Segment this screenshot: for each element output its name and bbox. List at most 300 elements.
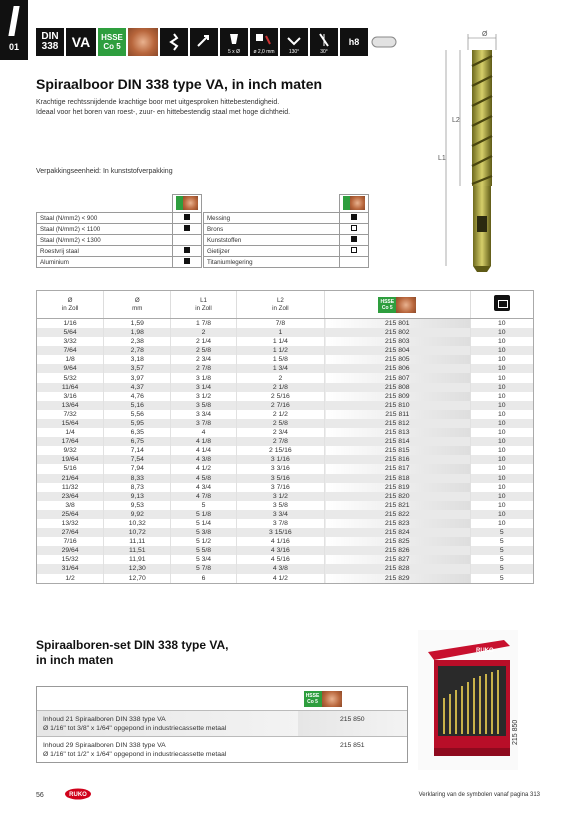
- cell-diameter-inch: 11/64: [37, 383, 104, 392]
- page-title: Spiraalboor DIN 338 type VA, in inch maten: [36, 76, 323, 92]
- point-130-icon: [280, 28, 308, 56]
- table-row: [37, 519, 534, 528]
- cell-l1: 4 3/4: [171, 483, 236, 492]
- l1-dim-label: L1: [438, 155, 446, 162]
- cell-pack-qty: 5: [470, 555, 533, 564]
- cell-diameter-inch: 7/64: [37, 346, 104, 355]
- table-row: [37, 555, 534, 564]
- cell-article-number: 215 824: [325, 528, 470, 537]
- material-suitability: [173, 224, 202, 235]
- material-label: Messing: [204, 213, 340, 224]
- cell-pack-qty: 10: [470, 437, 533, 446]
- ruko-logo: [64, 788, 92, 800]
- suitable-filled-square-icon: [184, 225, 190, 231]
- cell-article-number: 215 825: [325, 537, 470, 546]
- col-l1: L1 in Zoll: [171, 291, 236, 319]
- cell-diameter-inch: 21/64: [37, 474, 104, 483]
- cell-l2: 2 5/8: [236, 419, 324, 428]
- limited-empty-square-icon: [351, 225, 357, 231]
- suitable-filled-square-icon: [184, 247, 190, 253]
- cell-article-number: 215 820: [325, 492, 470, 501]
- cell-l1: 5 1/8: [171, 510, 236, 519]
- cell-article-number: 215 806: [325, 364, 470, 373]
- cell-article-number: 215 826: [325, 546, 470, 555]
- cell-article-number: 215 816: [325, 455, 470, 464]
- tool-change-icon: [190, 28, 218, 56]
- material-suitability: [340, 224, 369, 235]
- cell-article-number: 215 802: [325, 328, 470, 337]
- helix-30-icon: [310, 28, 338, 56]
- cell-pack-qty: 10: [470, 328, 533, 337]
- din-number: 338: [41, 41, 59, 52]
- cell-diameter-mm: 6,75: [104, 437, 171, 446]
- material-label: Roestvrij staal: [37, 246, 173, 257]
- cell-article-number: 215 803: [325, 337, 470, 346]
- set-table: [36, 686, 408, 763]
- cell-l1: 2 1/4: [171, 337, 236, 346]
- cell-l2: 2 15/16: [236, 446, 324, 455]
- cell-l2: 1 1/4: [236, 337, 324, 346]
- five-d-label: 5 x Ø: [228, 49, 240, 55]
- table-header-row: [37, 291, 534, 319]
- cell-diameter-mm: 10,72: [104, 528, 171, 537]
- cell-l1: 3 3/4: [171, 410, 236, 419]
- material-label: Kunststoffen: [204, 235, 340, 246]
- case-brand-label: RUKO: [476, 648, 494, 654]
- cell-diameter-inch: 23/64: [37, 492, 104, 501]
- cell-diameter-mm: 9,92: [104, 510, 171, 519]
- cell-l1: 5 5/8: [171, 546, 236, 555]
- table-row: [37, 346, 534, 355]
- table-row: [37, 501, 534, 510]
- cell-article-number: 215 809: [325, 392, 470, 401]
- va-badge: VA: [66, 28, 96, 56]
- cell-l2: 3 15/16: [236, 528, 324, 537]
- cell-pack-qty: 10: [470, 464, 533, 473]
- diameter-label: ø 2,0 mm: [253, 49, 275, 55]
- symbols-reference: Verklaring van de symbolen vanaf pagina 313: [418, 792, 540, 798]
- cell-l1: 4 1/8: [171, 437, 236, 446]
- cell-diameter-mm: 11,11: [104, 537, 171, 546]
- hsse-copper-icon: [343, 196, 365, 210]
- material-row: [204, 224, 369, 235]
- col-article: [325, 291, 470, 319]
- intro-line-2: Ideaal voor het boren van roest-, zuur- en hittebestendig staal met hoge dichtheid.: [36, 109, 291, 116]
- header-hsse: [173, 195, 202, 213]
- table-row: [37, 392, 534, 401]
- cell-pack-qty: 10: [470, 392, 533, 401]
- materials-table-right: [203, 194, 369, 268]
- cell-diameter-mm: 2,38: [104, 337, 171, 346]
- table-row: [37, 574, 534, 584]
- cell-pack-qty: 10: [470, 401, 533, 410]
- cell-diameter-inch: 5/16: [37, 464, 104, 473]
- cell-diameter-mm: 8,73: [104, 483, 171, 492]
- cell-pack-qty: 10: [470, 346, 533, 355]
- set-title: [36, 638, 229, 668]
- cobalt-diameter-icon: [250, 28, 278, 56]
- cell-diameter-inch: 13/32: [37, 519, 104, 528]
- cell-pack-qty: 10: [470, 364, 533, 373]
- table-row: [37, 428, 534, 437]
- drill-set-case-image: [418, 630, 518, 770]
- cell-l2: 4 3/16: [236, 546, 324, 555]
- cell-diameter-mm: 5,56: [104, 410, 171, 419]
- cell-l1: 4: [171, 428, 236, 437]
- cell-l2: 4 5/16: [236, 555, 324, 564]
- intro-text: [36, 98, 366, 118]
- cell-diameter-inch: 1/16: [37, 319, 104, 329]
- material-label: Gietijzer: [204, 246, 340, 257]
- cell-article-number: 215 821: [325, 501, 470, 510]
- material-row: [204, 246, 369, 257]
- cell-l1: 5 7/8: [171, 564, 236, 573]
- co5-label: Co 5: [103, 42, 121, 51]
- cell-diameter-mm: 5,16: [104, 401, 171, 410]
- cell-article-number: 215 804: [325, 346, 470, 355]
- cell-article-number: 215 807: [325, 373, 470, 382]
- cell-l1: 5: [171, 501, 236, 510]
- material-label: Staal (N/mm2) < 1100: [37, 224, 173, 235]
- cell-l1: 2 7/8: [171, 364, 236, 373]
- material-suitability: [340, 235, 369, 246]
- table-row: [37, 355, 534, 364]
- diameter-dim-label: Ø: [482, 31, 488, 38]
- table-row: [37, 537, 534, 546]
- cell-article-number: 215 813: [325, 428, 470, 437]
- cell-l2: 2 1/8: [236, 383, 324, 392]
- cell-diameter-mm: 3,57: [104, 364, 171, 373]
- cell-diameter-mm: 4,76: [104, 392, 171, 401]
- set-article-number: 215 851: [298, 737, 408, 763]
- header-blank: [37, 195, 173, 213]
- material-suitability: [173, 213, 202, 224]
- table-row: [37, 510, 534, 519]
- table-row: [37, 337, 534, 346]
- table-row: [37, 401, 534, 410]
- material-suitability: [340, 213, 369, 224]
- cell-pack-qty: 10: [470, 383, 533, 392]
- cell-diameter-mm: 2,78: [104, 346, 171, 355]
- cell-article-number: 215 815: [325, 446, 470, 455]
- cell-l2: 2 7/8: [236, 437, 324, 446]
- cell-diameter-inch: 13/64: [37, 401, 104, 410]
- cell-diameter-mm: 1,59: [104, 319, 171, 329]
- hsse-badge: [98, 28, 126, 56]
- cell-l2: 1: [236, 328, 324, 337]
- cell-pack-qty: 10: [470, 474, 533, 483]
- cell-l2: 3 3/16: [236, 464, 324, 473]
- drill-dimension-drawing: [432, 26, 512, 276]
- cell-article-number: 215 819: [325, 483, 470, 492]
- cell-diameter-mm: 7,94: [104, 464, 171, 473]
- table-row: [37, 319, 534, 329]
- material-row: [204, 235, 369, 246]
- material-label: Staal (N/mm2) < 900: [37, 213, 173, 224]
- cell-pack-qty: 5: [470, 528, 533, 537]
- cell-diameter-mm: 1,98: [104, 328, 171, 337]
- col-diameter-mm: Ø mm: [104, 291, 171, 319]
- cell-article-number: 215 828: [325, 564, 470, 573]
- cell-diameter-inch: 9/64: [37, 364, 104, 373]
- material-row: [204, 213, 369, 224]
- cell-pack-qty: 10: [470, 483, 533, 492]
- table-row: [37, 474, 534, 483]
- cell-pack-qty: 10: [470, 419, 533, 428]
- cell-l1: 3 1/8: [171, 373, 236, 382]
- material-label: Staal (N/mm2) < 1300: [37, 235, 173, 246]
- cell-diameter-inch: 11/32: [37, 483, 104, 492]
- cell-l2: 4 1/16: [236, 537, 324, 546]
- cell-l1: 6: [171, 574, 236, 584]
- material-row: [37, 235, 202, 246]
- table-row: [37, 483, 534, 492]
- cell-l1: 5 3/4: [171, 555, 236, 564]
- svg-text:RUKO: RUKO: [69, 792, 87, 799]
- set-description: Inhoud 29 Spiraalboren DIN 338 type VA Ø 1/16" tot 1/2" x 1/64" opgepond in industriecassette metaal: [37, 737, 298, 763]
- symbol-bar: [36, 28, 400, 56]
- cell-pack-qty: 5: [470, 564, 533, 573]
- hsse-copper-icon: HSSE Co 5: [304, 691, 342, 707]
- table-row: [37, 328, 534, 337]
- cell-l2: 3 7/8: [236, 519, 324, 528]
- col-l2: L2 in Zoll: [236, 291, 324, 319]
- chapter-number: 01: [8, 42, 19, 52]
- cell-diameter-mm: 12,70: [104, 574, 171, 584]
- cell-pack-qty: 10: [470, 319, 533, 329]
- cell-l2: 1 5/8: [236, 355, 324, 364]
- header-blank: [204, 195, 340, 213]
- cell-diameter-mm: 6,35: [104, 428, 171, 437]
- five-d-icon: [220, 28, 248, 56]
- cell-l2: 3 1/2: [236, 492, 324, 501]
- set-row: [37, 737, 408, 763]
- cell-l1: 4 7/8: [171, 492, 236, 501]
- cell-l1: 4 5/8: [171, 474, 236, 483]
- cell-pack-qty: 10: [470, 501, 533, 510]
- col-pack: [470, 291, 533, 319]
- material-row: [37, 246, 202, 257]
- angle-130-label: 130°: [288, 49, 300, 55]
- table-row: [37, 455, 534, 464]
- suitable-filled-square-icon: [184, 258, 190, 264]
- table-row: [37, 546, 534, 555]
- cell-diameter-inch: 1/8: [37, 355, 104, 364]
- drill-icon: [8, 6, 19, 36]
- set-header-row: [37, 687, 408, 711]
- material-row: [204, 257, 369, 268]
- cell-article-number: 215 818: [325, 474, 470, 483]
- cell-diameter-inch: 3/8: [37, 501, 104, 510]
- cell-l1: 5 1/4: [171, 519, 236, 528]
- cell-l1: 5 1/2: [171, 537, 236, 546]
- cell-diameter-inch: 17/64: [37, 437, 104, 446]
- cell-pack-qty: 10: [470, 446, 533, 455]
- cell-diameter-mm: 9,13: [104, 492, 171, 501]
- hsse-copper-icon: [176, 196, 198, 210]
- cell-diameter-mm: 3,18: [104, 355, 171, 364]
- cell-diameter-mm: 5,95: [104, 419, 171, 428]
- cell-article-number: 215 829: [325, 574, 470, 584]
- material-label: Brons: [204, 224, 340, 235]
- suitable-filled-square-icon: [351, 214, 357, 220]
- cell-diameter-inch: 31/64: [37, 564, 104, 573]
- table-row: [37, 364, 534, 373]
- cell-l2: 3 3/4: [236, 510, 324, 519]
- table-row: [37, 373, 534, 382]
- cell-diameter-inch: 7/32: [37, 410, 104, 419]
- cell-article-number: 215 812: [325, 419, 470, 428]
- set-article-number: 215 850: [298, 711, 408, 737]
- cell-diameter-mm: 3,97: [104, 373, 171, 382]
- chapter-tab: [0, 0, 28, 60]
- cell-diameter-mm: 11,51: [104, 546, 171, 555]
- cell-l1: 3 1/2: [171, 392, 236, 401]
- cell-pack-qty: 5: [470, 537, 533, 546]
- cell-l1: 3 7/8: [171, 419, 236, 428]
- material-suitability: [173, 246, 202, 257]
- din-label: DIN: [41, 31, 59, 42]
- cell-article-number: 215 823: [325, 519, 470, 528]
- table-row: [37, 464, 534, 473]
- cell-l2: 3 1/16: [236, 455, 324, 464]
- cell-l2: 1 1/2: [236, 346, 324, 355]
- cell-l1: 2 5/8: [171, 346, 236, 355]
- cell-l2: 3 5/16: [236, 474, 324, 483]
- cell-diameter-inch: 29/64: [37, 546, 104, 555]
- cell-l1: 3 1/4: [171, 383, 236, 392]
- cell-diameter-inch: 19/64: [37, 455, 104, 464]
- cell-diameter-inch: 25/64: [37, 510, 104, 519]
- header-hsse: [340, 195, 369, 213]
- material-row: [37, 257, 202, 268]
- material-label: Aluminium: [37, 257, 173, 268]
- cell-diameter-inch: 15/64: [37, 419, 104, 428]
- cell-pack-qty: 10: [470, 337, 533, 346]
- cell-l1: 4 1/2: [171, 464, 236, 473]
- set-description: Inhoud 21 Spiraalboren DIN 338 type VA Ø 1/16" tot 3/8" x 1/64" opgepond in industriecassette metaal: [37, 711, 298, 737]
- suitable-filled-square-icon: [184, 214, 190, 220]
- cell-pack-qty: 10: [470, 428, 533, 437]
- hsse-label: HSSE: [101, 33, 123, 42]
- cell-diameter-mm: 12,30: [104, 564, 171, 573]
- cell-diameter-inch: 3/16: [37, 392, 104, 401]
- col-diameter-inch: Ø in Zoll: [37, 291, 104, 319]
- cell-pack-qty: 10: [470, 519, 533, 528]
- set-title-line-1: Spiraalboren-set DIN 338 type VA,: [36, 638, 229, 652]
- set-row: [37, 711, 408, 737]
- material-suitability: [173, 235, 202, 246]
- cell-article-number: 215 805: [325, 355, 470, 364]
- cell-article-number: 215 822: [325, 510, 470, 519]
- material-suitability: [173, 257, 202, 268]
- cell-pack-qty: 10: [470, 492, 533, 501]
- cell-l2: 3 7/16: [236, 483, 324, 492]
- din-badge: [36, 28, 64, 56]
- cell-l1: 4 3/8: [171, 455, 236, 464]
- cell-diameter-inch: 7/16: [37, 537, 104, 546]
- table-row: [37, 564, 534, 573]
- cell-diameter-mm: 7,14: [104, 446, 171, 455]
- cell-l2: 4 1/2: [236, 574, 324, 584]
- cell-diameter-inch: 1/2: [37, 574, 104, 584]
- cell-diameter-mm: 8,33: [104, 474, 171, 483]
- limited-empty-square-icon: [351, 247, 357, 253]
- cylindrical-shank-icon: [370, 28, 400, 56]
- cell-diameter-inch: 3/32: [37, 337, 104, 346]
- cell-pack-qty: 10: [470, 373, 533, 382]
- cell-pack-qty: 10: [470, 410, 533, 419]
- table-row: [37, 437, 534, 446]
- table-row: [37, 410, 534, 419]
- cell-diameter-mm: 7,54: [104, 455, 171, 464]
- packaging-note: Verpakkingseenheid: In kunststofverpakking: [36, 168, 173, 175]
- table-row: [37, 492, 534, 501]
- cell-diameter-mm: 9,53: [104, 501, 171, 510]
- l2-dim-label: L2: [452, 117, 460, 124]
- set-header-hsse: [298, 687, 408, 711]
- material-suitability: [340, 257, 369, 268]
- cell-pack-qty: 10: [470, 510, 533, 519]
- cell-l2: 4 3/8: [236, 564, 324, 573]
- cell-article-number: 215 801: [325, 319, 470, 329]
- cell-l2: 2 3/4: [236, 428, 324, 437]
- cell-l2: 7/8: [236, 319, 324, 329]
- materials-table-left: [36, 194, 202, 268]
- material-row: [37, 224, 202, 235]
- cell-l2: 2 7/16: [236, 401, 324, 410]
- cell-article-number: 215 827: [325, 555, 470, 564]
- cell-diameter-mm: 11,91: [104, 555, 171, 564]
- cell-article-number: 215 817: [325, 464, 470, 473]
- material-label: Titaniumlegering: [204, 257, 340, 268]
- case-article-number: 215 850: [512, 719, 519, 745]
- table-row: [37, 383, 534, 392]
- cell-diameter-inch: 5/32: [37, 373, 104, 382]
- package-icon: [494, 295, 510, 311]
- set-header-blank: [37, 687, 298, 711]
- cell-pack-qty: 10: [470, 355, 533, 364]
- cell-l2: 2 1/2: [236, 410, 324, 419]
- cell-diameter-mm: 4,37: [104, 383, 171, 392]
- material-row: [37, 213, 202, 224]
- cell-article-number: 215 808: [325, 383, 470, 392]
- cell-l2: 2: [236, 373, 324, 382]
- cell-article-number: 215 814: [325, 437, 470, 446]
- cell-l1: 1 7/8: [171, 319, 236, 329]
- cell-l2: 3 5/8: [236, 501, 324, 510]
- copper-finish-icon: [128, 28, 158, 56]
- suitable-filled-square-icon: [351, 236, 357, 242]
- cell-l1: 5 3/8: [171, 528, 236, 537]
- cell-article-number: 215 811: [325, 410, 470, 419]
- cell-diameter-inch: 15/32: [37, 555, 104, 564]
- set-title-line-2: in inch maten: [36, 653, 114, 667]
- material-suitability: [340, 246, 369, 257]
- cell-diameter-inch: 9/32: [37, 446, 104, 455]
- intro-line-1: Krachtige rechtssnijdende krachtige boor met uitgesproken hittebestendigheid.: [36, 99, 280, 106]
- h8-tolerance-icon: h8: [340, 28, 368, 56]
- cell-pack-qty: 5: [470, 546, 533, 555]
- table-row: [37, 528, 534, 537]
- cell-diameter-inch: 27/64: [37, 528, 104, 537]
- cell-article-number: 215 810: [325, 401, 470, 410]
- cell-diameter-inch: 5/64: [37, 328, 104, 337]
- drill-flute-icon: [160, 28, 188, 56]
- angle-30-label: 30°: [320, 49, 328, 55]
- cell-pack-qty: 10: [470, 455, 533, 464]
- page-number: 56: [36, 792, 44, 799]
